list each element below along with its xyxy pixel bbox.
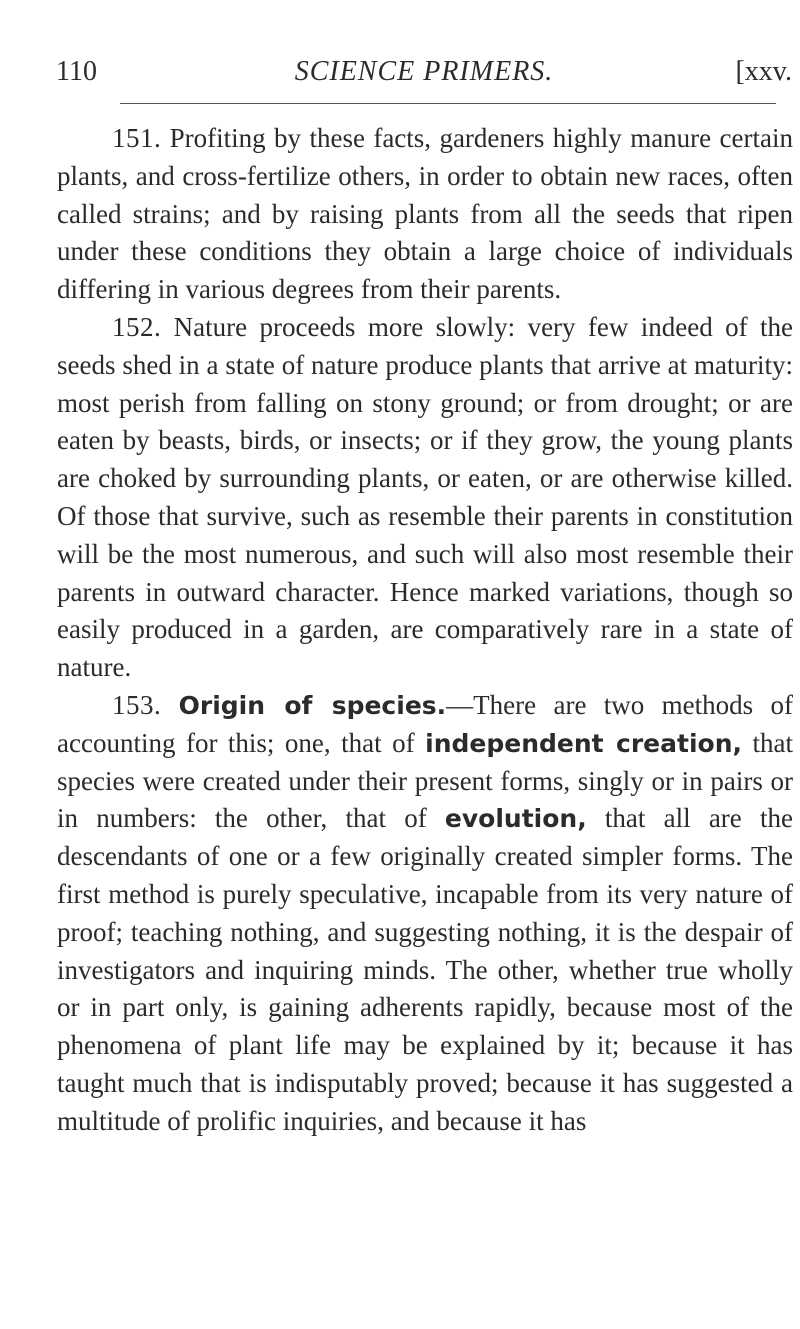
paragraph-text: Nature proceeds more slowly: very few indeed of the seeds shed in a state of nature produce plants that arrive at maturity: most perish from falling on stony ground; or from drought; or are eaten by beasts, birds, or insects; or if they grow, the young plants are choked by surrounding plants, or eaten, or are otherwise killed. Of those that survive, such as resemble their parents in constitution will be the most numerous, and such will also most resemble their parents in outward character. Hence marked variations, though so easily produced in a garden, are comparatively rare in a state of nature.: [57, 311, 794, 683]
running-head: [56, 52, 792, 92]
paragraph-text: —There are two methods of accounting for this; one, that of: [57, 689, 793, 758]
paragraph-number: 152.: [112, 311, 162, 342]
chapter-mark: [xxv.: [735, 56, 792, 87]
paragraph-text: that all are the descendants of one or a few originally created simpler forms. The first method is purely speculative, incapable from its very nature of proof; teaching nothing, and suggesting nothing, it is the despair of investigators and inquiring minds. The other, whether true wholly or in part only, is gaining adherents rapidly, because most of the phenomena of plant life may be explained by it; because it has taught much that is indisputably proved; because it has suggested a multitude of prolific inquiries, and because it has: [57, 803, 793, 1136]
paragraph-text: Profiting by these facts, gardeners highly manure certain plants, and cross-fertilize others, in order to obtain new races, often called strains; and by raising plants from all the seeds that ripen under these conditions they obtain a large choice of individuals differing in various degrees from their parents.: [57, 123, 793, 305]
body-text: [57, 120, 793, 1141]
paragraph-153: [57, 687, 793, 1141]
paragraph-text: that species were created under their present forms, singly or in pairs or in numbers: the other, that of: [57, 727, 793, 834]
paragraph-152: [57, 309, 793, 687]
paragraph-151: [57, 120, 793, 309]
key-term: evolution,: [444, 804, 587, 834]
header-rule: [120, 103, 776, 104]
book-title: SCIENCE PRIMERS.: [294, 56, 554, 87]
page-number: 110: [56, 56, 97, 87]
paragraph-number: 151.: [112, 123, 162, 153]
paragraph-number: 153.: [112, 689, 162, 720]
section-heading: Origin of species.: [178, 690, 447, 720]
key-term: independent creation,: [425, 728, 743, 758]
